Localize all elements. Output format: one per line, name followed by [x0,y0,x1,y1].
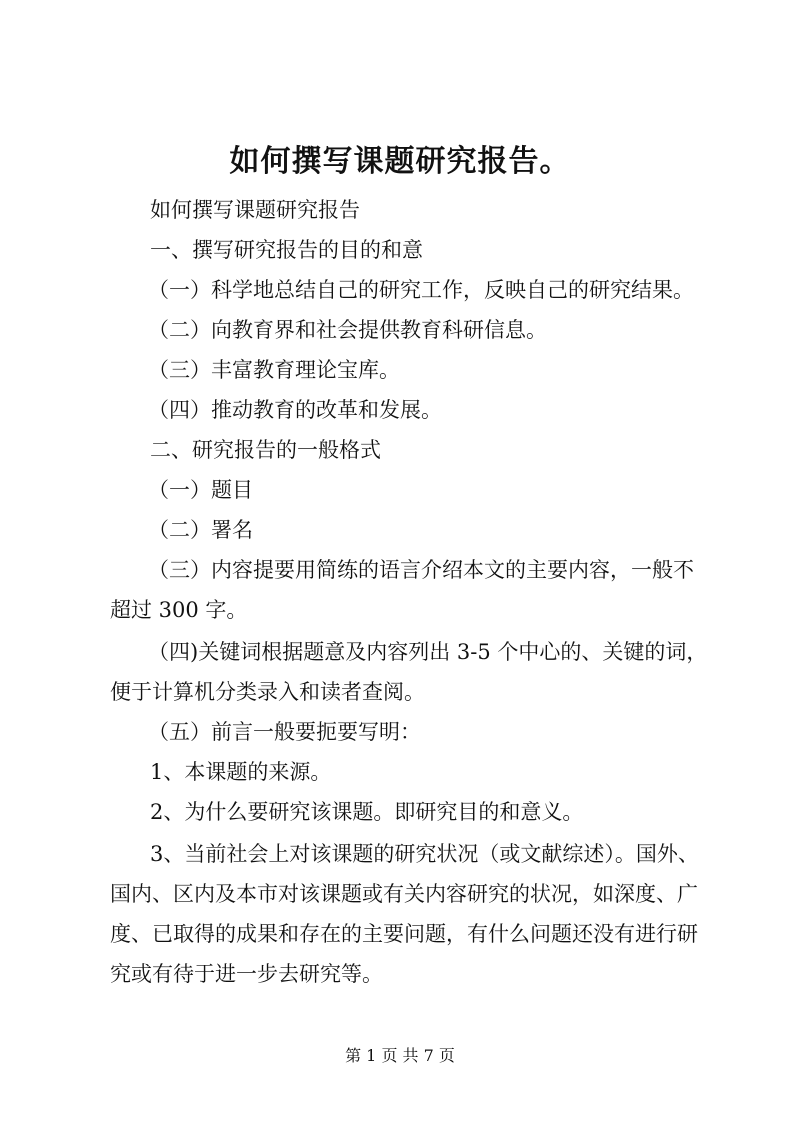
text-line: （四）推动教育的改革和发展。 [148,398,442,422]
text-line: （二）向教育界和社会提供教育科研信息。 [148,318,547,342]
text-line: （三）内容提要用简练的语言介绍本文的主要内容，一般不 [148,558,694,582]
section-heading: 一、撰写研究报告的目的和意 [150,238,423,262]
text-line: （一）科学地总结自己的研究工作，反映自己的研究结果。 [148,278,694,302]
text-line: （四)关键词根据题意及内容列出 3-5 个中心的、关键的词， [148,640,708,664]
text-line: 便于计算机分类录入和读者查阅。 [110,680,425,704]
list-item: 1、本课题的来源。 [150,760,332,784]
text-line: 国内、区内及本市对该课题或有关内容研究的状况，如深度、广 [110,882,698,906]
text-line: （五）前言一般要扼要写明： [148,720,421,744]
list-item: 3、当前社会上对该课题的研究状况（或文献综述）。国外、 [150,842,699,866]
text-line: （三）丰富教育理论宝库。 [148,358,400,382]
text-line: （一）题目 [148,478,253,502]
text-line: （二）署名 [148,518,253,542]
page-number-footer: 第 1 页 共 7 页 [345,1046,455,1065]
text-line: 超过 300 字。 [110,598,248,622]
text-line: 如何撰写课题研究报告 [150,198,360,222]
text-line: 究或有待于进一步去研究等。 [110,962,383,986]
section-heading: 二、研究报告的一般格式 [150,438,381,462]
text-line: 度、已取得的成果和存在的主要问题，有什么问题还没有进行研 [110,922,698,946]
page-title: 如何撰写课题研究报告。 [229,144,571,179]
list-item: 2、为什么要研究该课题。即研究目的和意义。 [150,800,584,824]
